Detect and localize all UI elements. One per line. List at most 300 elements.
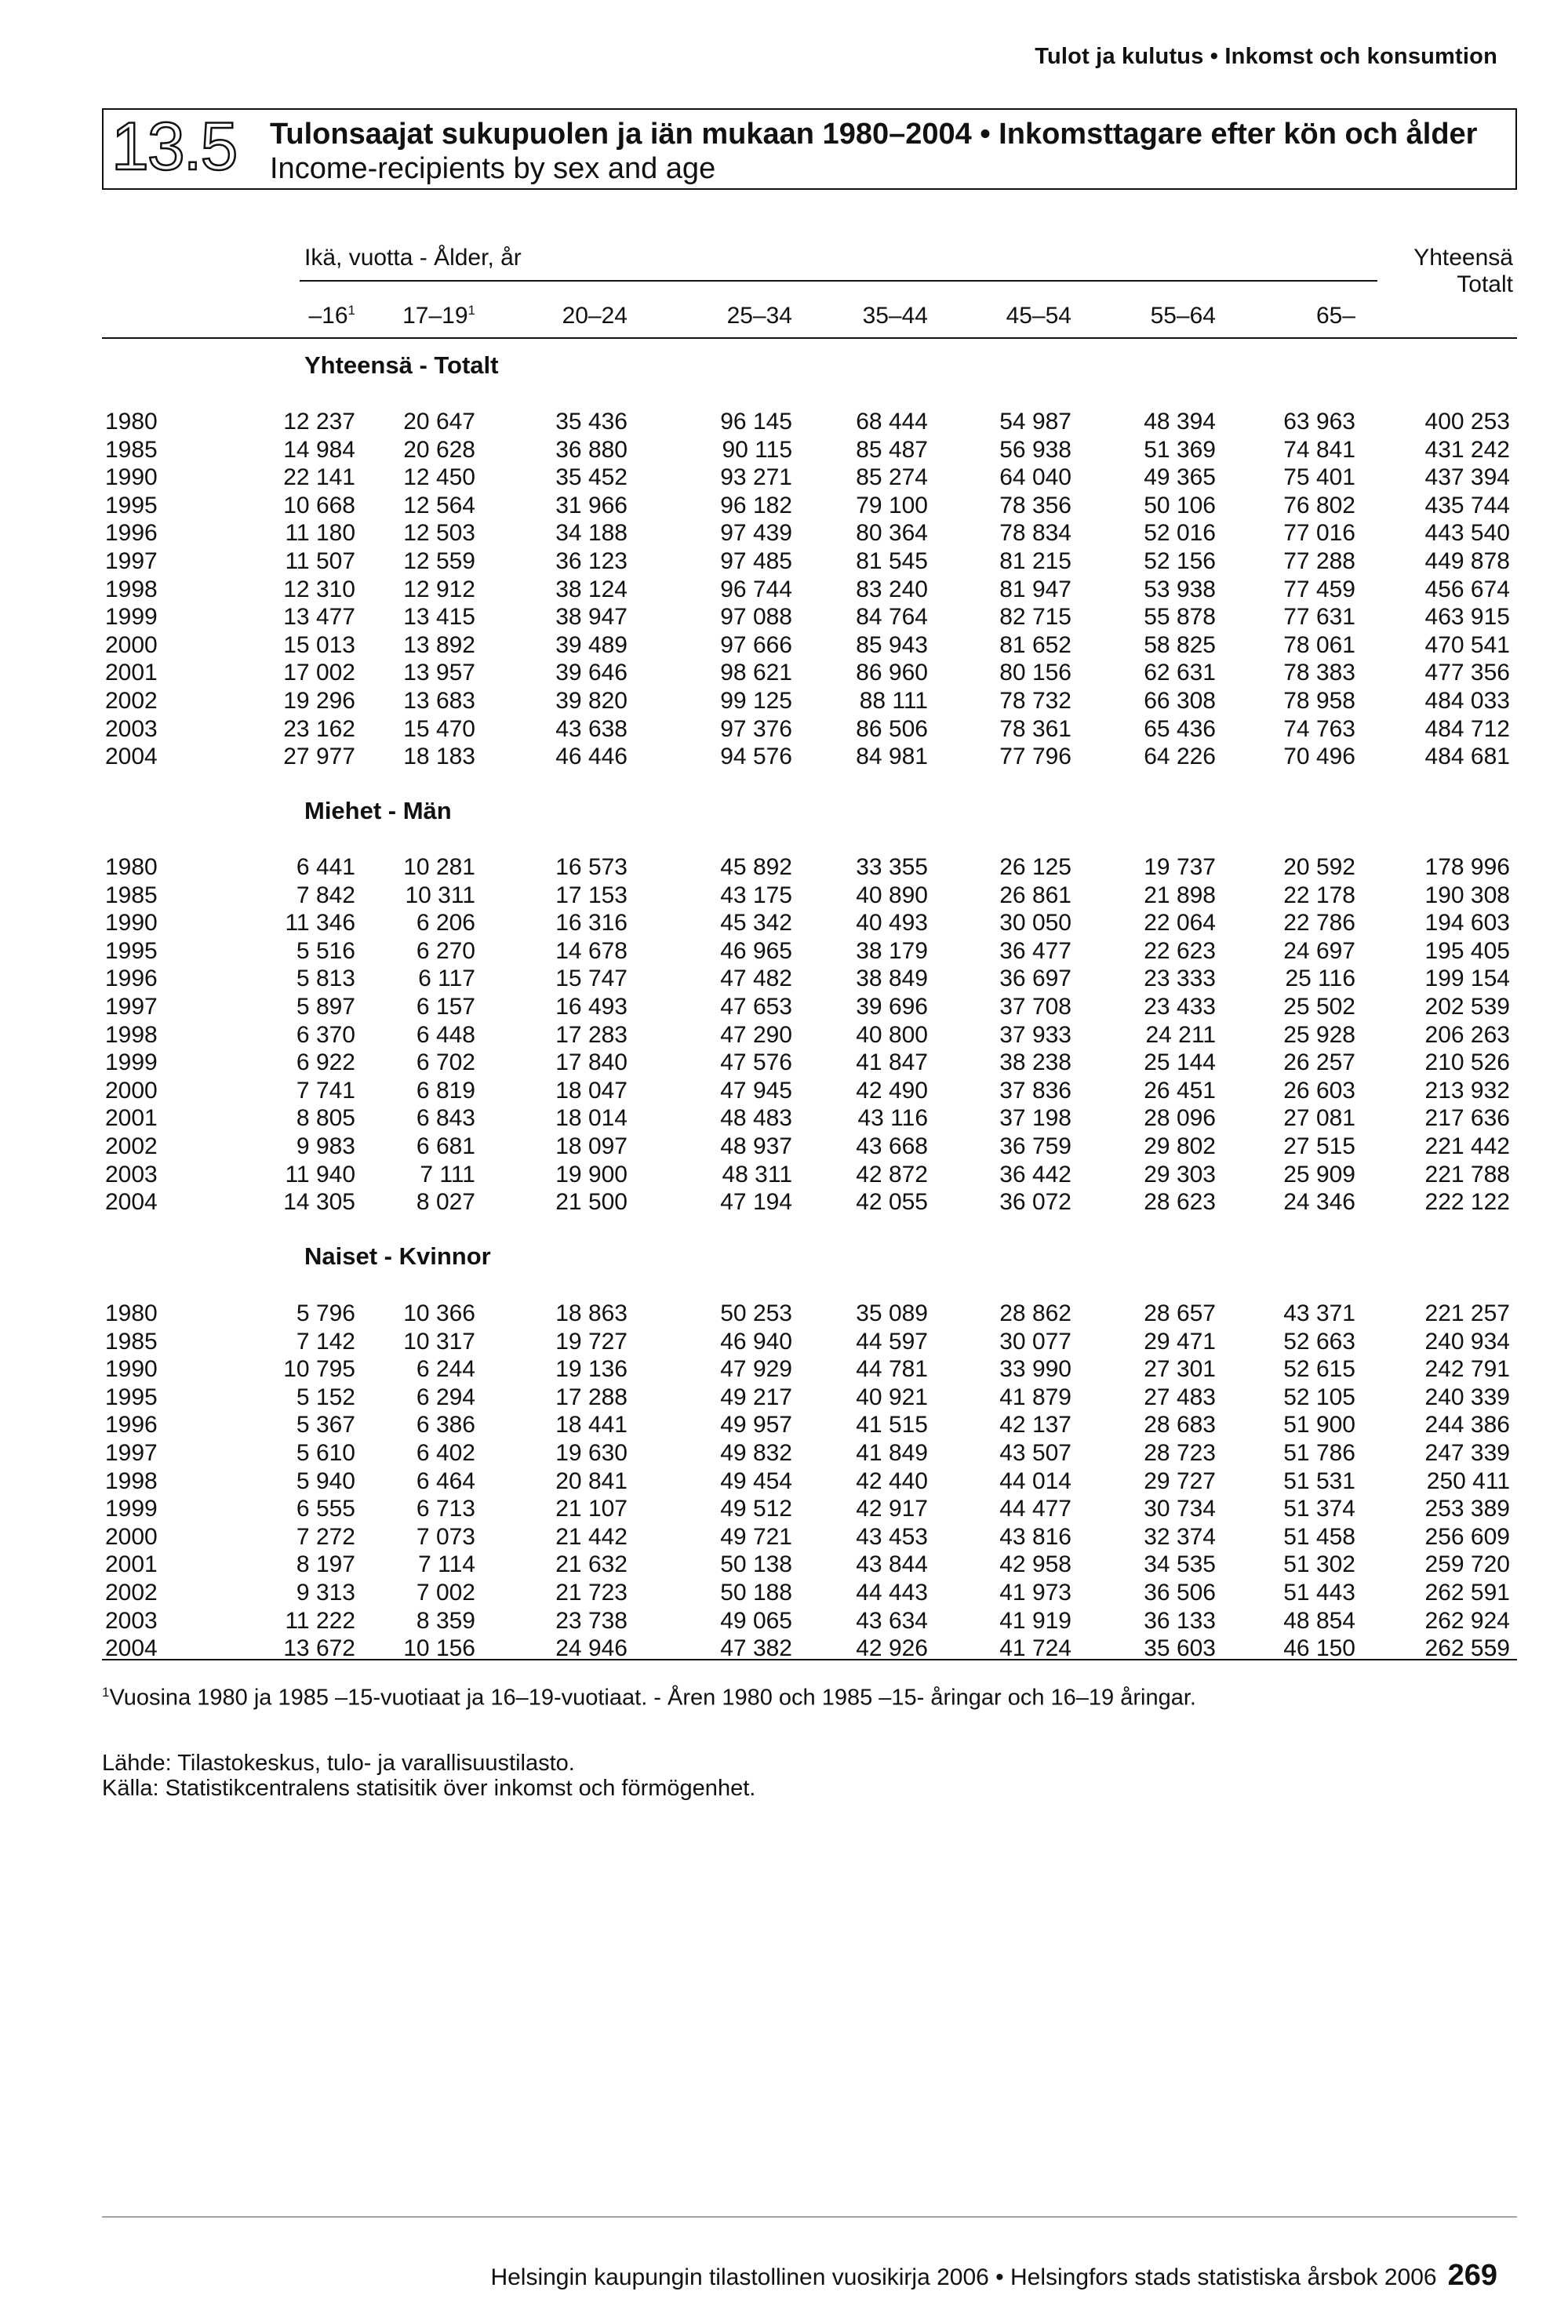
value-cell: 14 305 — [283, 1189, 355, 1216]
value-cell: 78 834 — [999, 520, 1071, 547]
year-cell: 2000 — [105, 1523, 158, 1550]
column-header — [308, 303, 355, 329]
value-cell: 78 958 — [1283, 688, 1355, 714]
value-cell: 88 111 — [859, 688, 928, 714]
value-cell: 24 346 — [1283, 1189, 1355, 1216]
value-cell: 16 316 — [555, 910, 628, 937]
value-cell: 6 702 — [416, 1049, 475, 1076]
value-cell: 17 153 — [555, 882, 628, 908]
value-cell: 6 157 — [416, 994, 475, 1020]
total-cell: 221 257 — [1424, 1300, 1510, 1326]
value-cell: 11 180 — [285, 520, 355, 547]
value-cell: 93 271 — [720, 464, 792, 491]
value-cell: 94 576 — [720, 744, 792, 770]
table-row — [0, 743, 1568, 770]
column-header-label: 45–54 — [1006, 303, 1071, 329]
value-cell: 78 356 — [999, 492, 1071, 518]
value-cell: 66 308 — [1144, 688, 1216, 714]
value-cell: 49 217 — [720, 1384, 792, 1410]
value-cell: 46 940 — [720, 1328, 792, 1355]
column-header — [1316, 303, 1355, 329]
value-cell: 38 179 — [856, 937, 928, 964]
value-cell: 44 781 — [856, 1356, 928, 1383]
year-cell: 1985 — [105, 1328, 158, 1355]
value-cell: 38 238 — [999, 1049, 1071, 1076]
column-header — [402, 303, 475, 329]
table-row — [0, 965, 1568, 992]
table-row — [0, 659, 1568, 686]
total-cell: 437 394 — [1424, 464, 1510, 491]
value-cell: 12 912 — [403, 576, 475, 602]
value-cell: 16 573 — [555, 854, 628, 880]
year-cell: 1996 — [105, 1412, 158, 1438]
total-cell: 250 411 — [1426, 1468, 1510, 1494]
column-header — [1151, 303, 1216, 329]
value-cell: 24 946 — [555, 1635, 628, 1662]
table-row — [0, 1523, 1568, 1551]
value-cell: 40 493 — [856, 910, 928, 937]
year-cell: 2000 — [105, 631, 158, 658]
value-cell: 6 922 — [296, 1049, 355, 1076]
column-group-label: Ikä, vuotta - Ålder, år — [304, 245, 522, 271]
value-cell: 13 477 — [283, 604, 355, 631]
table-row — [0, 408, 1568, 435]
value-cell: 15 470 — [403, 715, 475, 742]
value-cell: 85 943 — [856, 631, 928, 658]
value-cell: 43 844 — [856, 1551, 928, 1578]
column-header-label: 35–44 — [862, 303, 928, 329]
table-row — [0, 687, 1568, 715]
table-row — [0, 1411, 1568, 1438]
value-cell: 81 545 — [856, 548, 928, 574]
value-cell: 5 367 — [296, 1412, 355, 1438]
value-cell: 30 734 — [1144, 1496, 1216, 1522]
value-cell: 29 802 — [1144, 1133, 1216, 1159]
total-cell: 470 541 — [1424, 631, 1510, 658]
value-cell: 18 097 — [555, 1133, 628, 1159]
table-row — [0, 1021, 1568, 1049]
value-cell: 64 040 — [999, 464, 1071, 491]
value-cell: 64 226 — [1144, 744, 1216, 770]
value-cell: 10 317 — [403, 1328, 475, 1355]
value-cell: 22 064 — [1144, 910, 1216, 937]
value-cell: 27 301 — [1144, 1356, 1216, 1383]
table-row — [0, 631, 1568, 659]
value-cell: 21 442 — [555, 1523, 628, 1550]
year-cell: 2000 — [105, 1077, 158, 1104]
value-cell: 90 115 — [722, 436, 792, 463]
year-cell: 1995 — [105, 1384, 158, 1410]
value-cell: 52 663 — [1283, 1328, 1355, 1355]
table-row — [0, 1607, 1568, 1635]
table-row — [0, 1300, 1568, 1327]
value-cell: 14 678 — [555, 937, 628, 964]
table-subtitle: Income-recipients by sex and age — [270, 152, 716, 185]
total-cell: 178 996 — [1424, 854, 1510, 880]
section-title: Naiset - Kvinnor — [304, 1242, 491, 1270]
total-cell: 449 878 — [1424, 548, 1510, 574]
value-cell: 43 634 — [856, 1607, 928, 1634]
value-cell: 42 958 — [999, 1551, 1071, 1578]
table-row — [0, 993, 1568, 1020]
value-cell: 28 723 — [1144, 1440, 1216, 1466]
value-cell: 38 849 — [856, 966, 928, 992]
value-cell: 6 294 — [416, 1384, 475, 1410]
value-cell: 7 272 — [296, 1523, 355, 1550]
total-cell: 262 924 — [1424, 1607, 1510, 1634]
value-cell: 6 713 — [416, 1496, 475, 1522]
value-cell: 35 436 — [555, 409, 628, 435]
value-cell: 6 555 — [296, 1496, 355, 1522]
value-cell: 17 288 — [555, 1384, 628, 1410]
value-cell: 35 603 — [1144, 1635, 1216, 1662]
section-title: Yhteensä - Totalt — [304, 351, 499, 379]
value-cell: 36 072 — [999, 1189, 1071, 1216]
value-cell: 49 721 — [720, 1523, 792, 1550]
value-cell: 51 786 — [1283, 1440, 1355, 1466]
value-cell: 29 471 — [1144, 1328, 1216, 1355]
value-cell: 48 394 — [1144, 409, 1216, 435]
footnote — [102, 1685, 1196, 1711]
value-cell: 51 443 — [1283, 1580, 1355, 1606]
value-cell: 6 244 — [416, 1356, 475, 1383]
footnote-marker: 1 — [467, 303, 475, 318]
value-cell: 20 647 — [403, 409, 475, 435]
column-header — [1006, 303, 1071, 329]
value-cell: 23 433 — [1144, 994, 1216, 1020]
total-cell: 247 339 — [1424, 1440, 1510, 1466]
value-cell: 78 383 — [1283, 660, 1355, 686]
value-cell: 32 374 — [1144, 1523, 1216, 1550]
total-cell: 431 242 — [1424, 436, 1510, 463]
value-cell: 62 631 — [1144, 660, 1216, 686]
value-cell: 37 708 — [999, 994, 1071, 1020]
value-cell: 65 436 — [1144, 715, 1216, 742]
value-cell: 20 841 — [555, 1468, 628, 1494]
value-cell: 25 144 — [1144, 1049, 1216, 1076]
section-title: Miehet - Män — [304, 797, 452, 824]
table-row — [0, 1579, 1568, 1606]
value-cell: 6 681 — [416, 1133, 475, 1159]
value-cell: 13 892 — [403, 631, 475, 658]
value-cell: 40 890 — [856, 882, 928, 908]
total-cell: 195 405 — [1424, 937, 1510, 964]
value-cell: 6 117 — [418, 966, 475, 992]
value-cell: 43 175 — [720, 882, 792, 908]
value-cell: 25 909 — [1283, 1161, 1355, 1187]
value-cell: 12 450 — [403, 464, 475, 491]
value-cell: 6 448 — [416, 1021, 475, 1048]
value-cell: 42 490 — [856, 1077, 928, 1104]
value-cell: 97 666 — [720, 631, 792, 658]
value-cell: 46 446 — [555, 744, 628, 770]
year-cell: 1996 — [105, 966, 158, 992]
value-cell: 98 621 — [720, 660, 792, 686]
value-cell: 5 813 — [296, 966, 355, 992]
total-cell: 222 122 — [1424, 1189, 1510, 1216]
year-cell: 1998 — [105, 1468, 158, 1494]
value-cell: 77 016 — [1283, 520, 1355, 547]
value-cell: 19 900 — [555, 1161, 628, 1187]
value-cell: 18 047 — [555, 1077, 628, 1104]
value-cell: 84 981 — [856, 744, 928, 770]
table-row — [0, 1551, 1568, 1578]
table-row — [0, 1384, 1568, 1411]
value-cell: 27 081 — [1283, 1105, 1355, 1132]
year-cell: 2002 — [105, 1133, 158, 1159]
year-cell: 2004 — [105, 1189, 158, 1216]
value-cell: 28 862 — [999, 1300, 1071, 1326]
table-row — [0, 715, 1568, 743]
value-cell: 38 124 — [555, 576, 628, 602]
total-cell: 456 674 — [1424, 576, 1510, 602]
table-row — [0, 1495, 1568, 1522]
total-cell: 210 526 — [1424, 1049, 1510, 1076]
value-cell: 27 483 — [1144, 1384, 1216, 1410]
value-cell: 47 945 — [720, 1077, 792, 1104]
value-cell: 8 805 — [296, 1105, 355, 1132]
value-cell: 49 512 — [720, 1496, 792, 1522]
value-cell: 31 966 — [555, 492, 628, 518]
value-cell: 49 957 — [720, 1412, 792, 1438]
value-cell: 97 088 — [720, 604, 792, 631]
column-header — [863, 303, 928, 329]
value-cell: 10 366 — [403, 1300, 475, 1326]
footnote-marker: 1 — [102, 1685, 110, 1700]
value-cell: 36 880 — [555, 436, 628, 463]
value-cell: 51 374 — [1283, 1496, 1355, 1522]
value-cell: 76 802 — [1283, 492, 1355, 518]
value-cell: 84 764 — [856, 604, 928, 631]
value-cell: 39 489 — [555, 631, 628, 658]
value-cell: 6 402 — [416, 1440, 475, 1466]
value-cell: 12 559 — [403, 548, 475, 574]
value-cell: 21 500 — [555, 1189, 628, 1216]
total-cell: 206 263 — [1424, 1021, 1510, 1048]
value-cell: 42 137 — [999, 1412, 1071, 1438]
value-cell: 25 116 — [1285, 966, 1355, 992]
year-cell: 2003 — [105, 715, 158, 742]
source-fi: Lähde: Tilastokeskus, tulo- ja varallisuustilasto. — [102, 1751, 575, 1776]
footnote-marker: 1 — [347, 303, 355, 318]
value-cell: 78 061 — [1283, 631, 1355, 658]
table-bottom-rule — [102, 1659, 1517, 1660]
value-cell: 28 623 — [1144, 1189, 1216, 1216]
table-row — [0, 1355, 1568, 1383]
value-cell: 10 311 — [405, 882, 475, 908]
value-cell: 33 990 — [999, 1356, 1071, 1383]
value-cell: 77 459 — [1283, 576, 1355, 602]
year-cell: 2001 — [105, 1551, 158, 1578]
value-cell: 6 464 — [416, 1468, 475, 1494]
year-cell: 2004 — [105, 744, 158, 770]
total-cell: 221 788 — [1424, 1161, 1510, 1187]
value-cell: 47 382 — [720, 1635, 792, 1662]
table-row — [0, 1635, 1568, 1662]
value-cell: 13 415 — [403, 604, 475, 631]
value-cell: 24 211 — [1145, 1021, 1216, 1048]
table-row — [0, 1133, 1568, 1160]
value-cell: 10 156 — [403, 1635, 475, 1662]
value-cell: 40 800 — [856, 1021, 928, 1048]
value-cell: 34 188 — [555, 520, 628, 547]
total-column-label-sv: Totalt — [1457, 271, 1513, 297]
value-cell: 19 630 — [555, 1440, 628, 1466]
table-title: Tulonsaajat sukupuolen ja iän mukaan 1980–2004 • Inkomsttagare efter kön och ålder — [270, 118, 1478, 151]
value-cell: 19 737 — [1144, 854, 1216, 880]
total-cell: 202 539 — [1424, 994, 1510, 1020]
value-cell: 99 125 — [720, 688, 792, 714]
value-cell: 14 984 — [283, 436, 355, 463]
value-cell: 49 065 — [720, 1607, 792, 1634]
value-cell: 51 302 — [1283, 1551, 1355, 1578]
value-cell: 78 361 — [999, 715, 1071, 742]
value-cell: 29 727 — [1144, 1468, 1216, 1494]
year-cell: 1998 — [105, 1021, 158, 1048]
total-cell: 262 591 — [1424, 1580, 1510, 1606]
value-cell: 12 237 — [283, 409, 355, 435]
value-cell: 41 515 — [856, 1412, 928, 1438]
value-cell: 27 515 — [1283, 1133, 1355, 1159]
value-cell: 41 847 — [856, 1049, 928, 1076]
value-cell: 52 105 — [1283, 1384, 1355, 1410]
total-cell: 484 712 — [1424, 715, 1510, 742]
year-cell: 1980 — [105, 1300, 158, 1326]
value-cell: 10 668 — [283, 492, 355, 518]
value-cell: 36 506 — [1144, 1580, 1216, 1606]
value-cell: 42 872 — [856, 1161, 928, 1187]
value-cell: 47 576 — [720, 1049, 792, 1076]
table-row — [0, 547, 1568, 575]
value-cell: 63 963 — [1283, 409, 1355, 435]
year-cell: 1998 — [105, 576, 158, 602]
value-cell: 23 738 — [555, 1607, 628, 1634]
value-cell: 5 897 — [296, 994, 355, 1020]
value-cell: 43 507 — [999, 1440, 1071, 1466]
value-cell: 43 668 — [856, 1133, 928, 1159]
total-cell: 244 386 — [1424, 1412, 1510, 1438]
value-cell: 5 152 — [296, 1384, 355, 1410]
value-cell: 46 965 — [720, 937, 792, 964]
running-header: Tulot ja kulutus • Inkomst och konsumtion — [1035, 44, 1497, 69]
value-cell: 6 386 — [416, 1412, 475, 1438]
year-cell: 1995 — [105, 937, 158, 964]
value-cell: 37 933 — [999, 1021, 1071, 1048]
value-cell: 56 938 — [999, 436, 1071, 463]
value-cell: 5 796 — [296, 1300, 355, 1326]
value-cell: 18 441 — [555, 1412, 628, 1438]
value-cell: 48 311 — [722, 1161, 792, 1187]
value-cell: 12 503 — [403, 520, 475, 547]
value-cell: 78 732 — [999, 688, 1071, 714]
value-cell: 42 055 — [856, 1189, 928, 1216]
value-cell: 41 973 — [999, 1580, 1071, 1606]
value-cell: 46 150 — [1283, 1635, 1355, 1662]
value-cell: 48 937 — [720, 1133, 792, 1159]
value-cell: 11 507 — [285, 548, 355, 574]
value-cell: 85 487 — [856, 436, 928, 463]
total-cell: 199 154 — [1424, 966, 1510, 992]
year-cell: 1980 — [105, 409, 158, 435]
table-row — [0, 1077, 1568, 1104]
value-cell: 54 987 — [999, 409, 1071, 435]
value-cell: 5 610 — [296, 1440, 355, 1466]
value-cell: 53 938 — [1144, 576, 1216, 602]
value-cell: 49 454 — [720, 1468, 792, 1494]
table-row — [0, 1188, 1568, 1216]
value-cell: 97 376 — [720, 715, 792, 742]
total-cell: 240 339 — [1424, 1384, 1510, 1410]
table-row — [0, 909, 1568, 937]
value-cell: 51 531 — [1283, 1468, 1355, 1494]
value-cell: 39 696 — [856, 994, 928, 1020]
value-cell: 75 401 — [1283, 464, 1355, 491]
value-cell: 97 439 — [720, 520, 792, 547]
value-cell: 36 123 — [555, 548, 628, 574]
value-cell: 96 145 — [720, 409, 792, 435]
value-cell: 15 747 — [555, 966, 628, 992]
value-cell: 30 050 — [999, 910, 1071, 937]
value-cell: 42 926 — [856, 1635, 928, 1662]
total-cell: 484 681 — [1424, 744, 1510, 770]
value-cell: 25 502 — [1283, 994, 1355, 1020]
value-cell: 19 296 — [283, 688, 355, 714]
value-cell: 33 355 — [856, 854, 928, 880]
value-cell: 7 111 — [420, 1161, 475, 1187]
value-cell: 48 483 — [720, 1105, 792, 1132]
table-title-box — [102, 108, 1517, 190]
value-cell: 39 646 — [555, 660, 628, 686]
value-cell: 11 940 — [285, 1161, 355, 1187]
value-cell: 82 715 — [999, 604, 1071, 631]
value-cell: 47 290 — [720, 1021, 792, 1048]
value-cell: 22 786 — [1283, 910, 1355, 937]
table-row — [0, 576, 1568, 603]
footnote-text: Vuosina 1980 ja 1985 –15-vuotiaat ja 16–19-vuotiaat. - Åren 1980 och 1985 –15- åringar och 16–19 åringar. — [109, 1685, 1196, 1711]
table-row — [0, 492, 1568, 519]
value-cell: 6 270 — [416, 937, 475, 964]
value-cell: 7 142 — [296, 1328, 355, 1355]
column-header-label: –16 — [308, 303, 348, 329]
value-cell: 81 947 — [999, 576, 1071, 602]
value-cell: 51 900 — [1283, 1412, 1355, 1438]
value-cell: 15 013 — [283, 631, 355, 658]
total-cell: 484 033 — [1424, 688, 1510, 714]
value-cell: 21 107 — [555, 1496, 628, 1522]
table-row — [0, 1161, 1568, 1188]
value-cell: 41 724 — [999, 1635, 1071, 1662]
year-cell: 2002 — [105, 688, 158, 714]
table-row — [0, 519, 1568, 547]
year-cell: 1999 — [105, 1049, 158, 1076]
value-cell: 74 763 — [1283, 715, 1355, 742]
year-cell: 1990 — [105, 1356, 158, 1383]
value-cell: 51 369 — [1144, 436, 1216, 463]
value-cell: 36 442 — [999, 1161, 1071, 1187]
value-cell: 24 697 — [1283, 937, 1355, 964]
value-cell: 51 458 — [1283, 1523, 1355, 1550]
value-cell: 86 506 — [856, 715, 928, 742]
value-cell: 28 657 — [1144, 1300, 1216, 1326]
value-cell: 45 892 — [720, 854, 792, 880]
value-cell: 41 919 — [999, 1607, 1071, 1634]
page-footer — [490, 2259, 1497, 2293]
value-cell: 13 672 — [283, 1635, 355, 1662]
value-cell: 9 313 — [296, 1580, 355, 1606]
value-cell: 26 451 — [1144, 1077, 1216, 1104]
value-cell: 58 825 — [1144, 631, 1216, 658]
column-header — [727, 303, 792, 329]
